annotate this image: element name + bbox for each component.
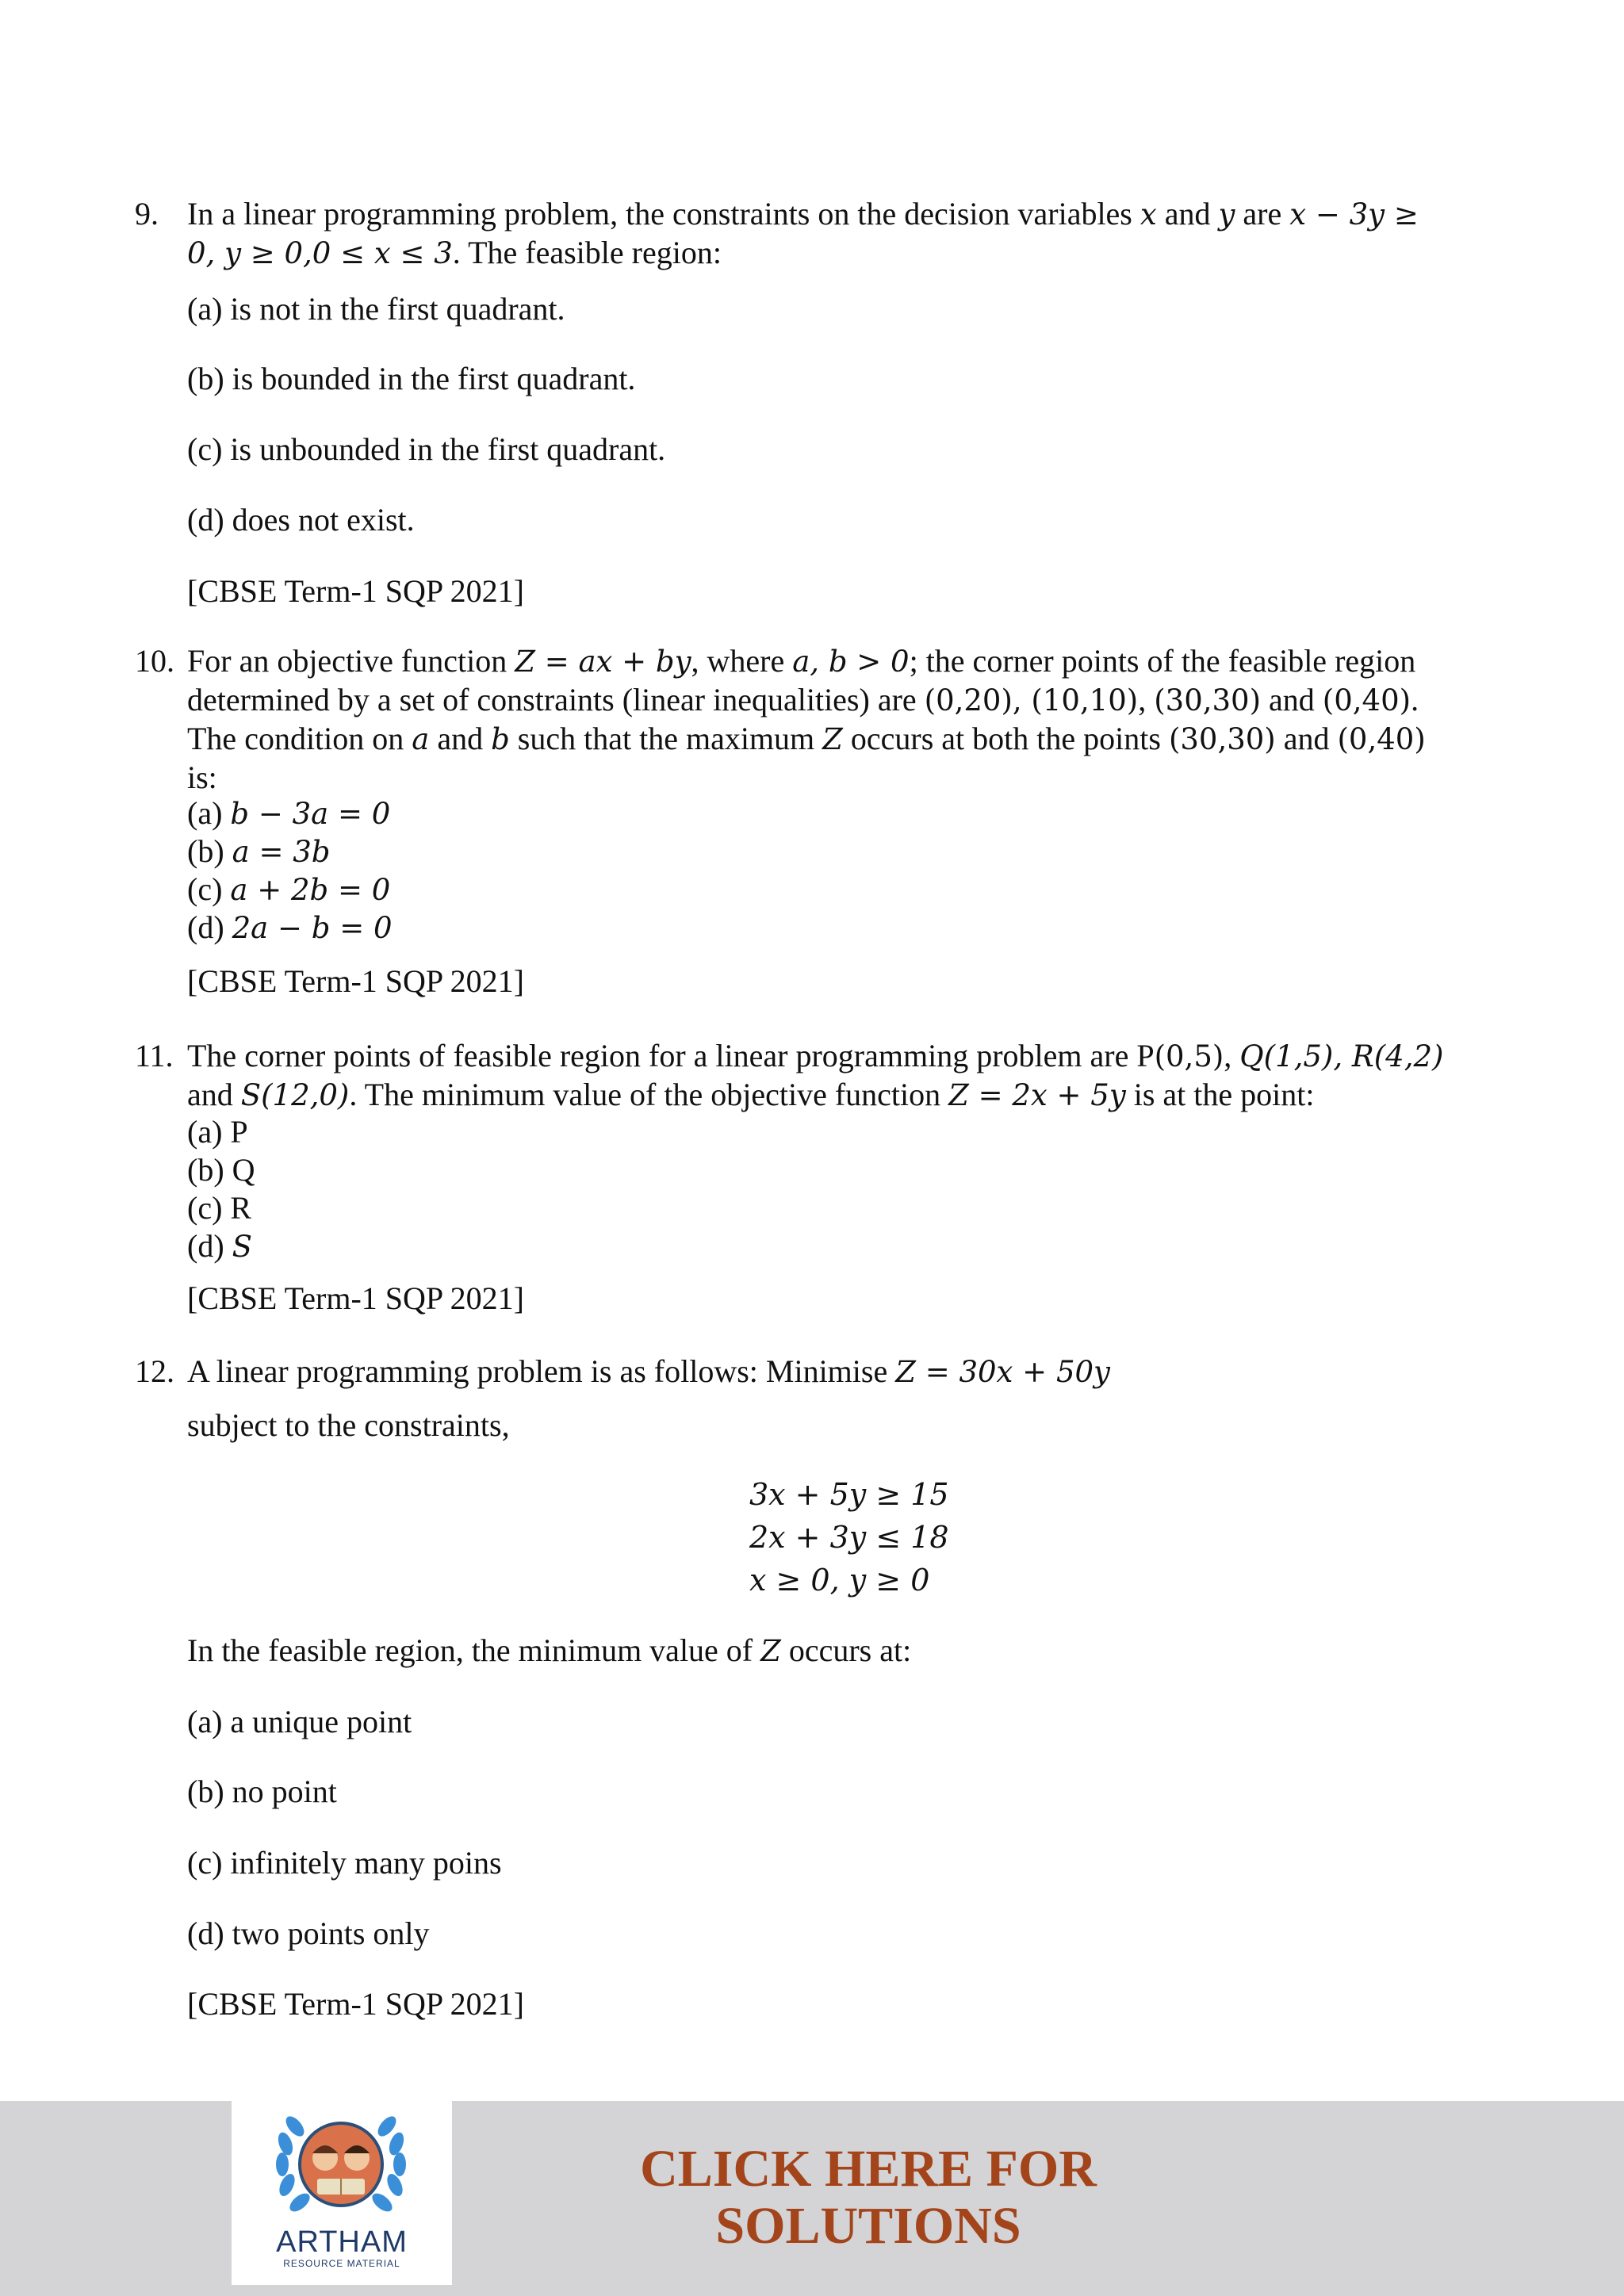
source-reference: [CBSE Term-1 SQP 2021] [187, 1280, 524, 1316]
question-12 [135, 1353, 1483, 1391]
constraint-2: 2x + 3y ≤ 18 [749, 1520, 949, 1555]
solutions-link[interactable] [555, 2141, 1182, 2255]
option-b: (b) a = 3b [187, 833, 331, 869]
option-c: (c) a + 2b = 0 [187, 871, 391, 907]
option-c: (c) is unbounded in the first quadrant. [187, 431, 666, 467]
source-reference: [CBSE Term-1 SQP 2021] [187, 573, 524, 609]
question-stem: The corner points of feasible region for a linear programming problem are P(0,5), Q(1,5), R(4,2) and S(12,0). The minimum value of the objective function Z = 2x + 5y is at the point: [187, 1038, 1444, 1112]
option-d: (d) 2a − b = 0 [187, 909, 393, 945]
question-number: 11. [135, 1038, 174, 1073]
constraint-1: 3x + 5y ≥ 15 [749, 1477, 949, 1512]
option-a: (a) P [187, 1114, 248, 1150]
option-c: (c) infinitely many poins [187, 1845, 502, 1881]
question-stem: A linear programming problem is as follows: Minimise Z = 30x + 50y [187, 1353, 1110, 1389]
source-reference: [CBSE Term-1 SQP 2021] [187, 963, 524, 999]
subject-to-label: subject to the constraints, [187, 1407, 510, 1443]
option-d: (d) two points only [187, 1915, 430, 1951]
question-prompt: In the feasible region, the minimum value of Z occurs at: [187, 1632, 912, 1668]
option-d: (d) does not exist. [187, 502, 415, 538]
option-b: (b) no point [187, 1774, 337, 1809]
option-a: (a) b − 3a = 0 [187, 795, 391, 831]
question-stem: For an objective function Z = ax + by, where a, b > 0; the corner points of the feasible region determined by a set of constraints (linear inequalities) are (0,20), (10,10), (30,30) and (0,40). The condition on a and b such that the maximum Z occurs at both the points (30,30) and (0,40) is: [187, 643, 1426, 795]
artham-logo-icon [262, 2103, 420, 2229]
option-a: (a) is not in the first quadrant. [187, 291, 565, 327]
cta-line-2: SOLUTIONS [715, 2197, 1021, 2255]
question-10 [135, 642, 1483, 797]
question-number: 9. [135, 196, 159, 232]
option-b: (b) is bounded in the first quadrant. [187, 361, 636, 396]
question-number: 10. [135, 643, 174, 679]
source-reference: [CBSE Term-1 SQP 2021] [187, 1986, 524, 2022]
logo-name: ARTHAM [276, 2225, 408, 2259]
option-c: (c) R [187, 1190, 252, 1226]
logo-tagline: RESOURCE MATERIAL [283, 2258, 400, 2269]
option-b: (b) Q [187, 1152, 255, 1188]
question-9 [135, 195, 1483, 273]
question-11 [135, 1037, 1483, 1115]
constraint-3: x ≥ 0, y ≥ 0 [749, 1563, 930, 1598]
question-stem: In a linear programming problem, the constraints on the decision variables x and y are x − 3y ≥ 0, y ≥ 0,0 ≤ x ≤ 3. The feasible region: [187, 196, 1419, 270]
question-number: 12. [135, 1353, 174, 1389]
option-a: (a) a unique point [187, 1704, 412, 1739]
option-d: (d) S [187, 1228, 252, 1264]
cta-line-1: CLICK HERE FOR [640, 2140, 1097, 2198]
